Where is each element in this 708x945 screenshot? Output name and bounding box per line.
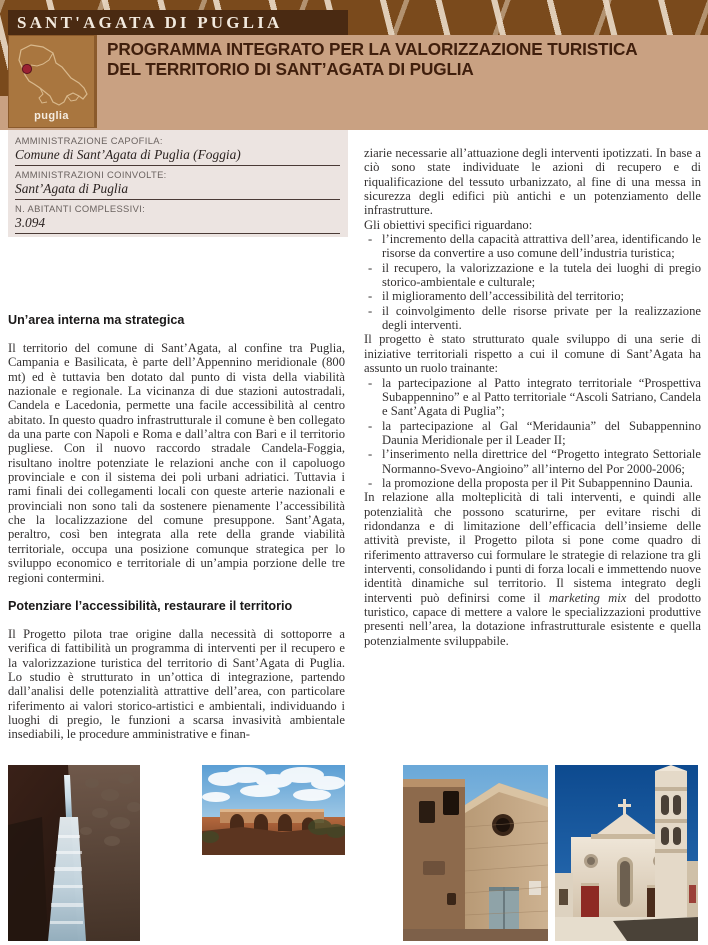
list-item: - la partecipazione al Gal “Meridaunia” del Subappennino Daunia Meridionale per il Leader II; (364, 419, 701, 448)
list-item: - la promozione della proposta per il Pit Subappennino Daunia. (364, 476, 701, 490)
info-row-involved-administrations (15, 165, 340, 199)
list-item: - il coinvolgimento delle risorse private per la realizzazione degli interventi. (364, 304, 701, 333)
puglia-map-badge (8, 35, 95, 128)
church-with-bell-tower-photo (555, 765, 698, 941)
section-heading-accessibility: Potenziare l’accessibilità, restaurare il territorio (8, 598, 293, 613)
list-item: - l’inserimento nella direttrice del “Progetto integrato Settoriale Normanno-Svevo-Angioino” all’interno del Por 2000-2006; (364, 447, 701, 476)
church-bell-tower-image (555, 765, 698, 941)
map-badge-label: puglia (34, 110, 69, 122)
info-label: AMMINISTRAZIONI COINVOLTE: (15, 169, 167, 180)
program-title-line-1: PROGRAMMA INTEGRATO PER LA VALORIZZAZIONE TURISTICA (107, 39, 638, 59)
paragraph-marketing-mix-conclusion (364, 490, 701, 648)
lead-in-territorial-initiatives: Il progetto è stato strutturato quale sviluppo di una serie di iniziative territoriali rispetto a cui il comune di Sant’Agata ha assunto un ruolo trainante: (364, 332, 701, 376)
program-title (107, 39, 704, 79)
historic-church-stone-facade-photo (403, 765, 548, 941)
info-row-total-inhabitants (15, 199, 340, 233)
info-value: Sant’Agata di Puglia (15, 181, 129, 196)
info-box-bottom-rule (15, 233, 340, 234)
aqueduct-bridge-image (202, 765, 345, 855)
list-item: - il miglioramento dell’accessibilità del territorio; (364, 289, 701, 303)
stone-aqueduct-bridge-photo (202, 765, 345, 855)
waterfall-gorge-image (8, 765, 140, 941)
banner-title-text: SANT'AGATA DI PUGLIA (17, 12, 283, 32)
paragraph-financial-procedures: ziarie necessarie all’attuazione degli interventi ipotizzati. In base a ciò sono state individuate le azioni di recupero e di riqualificazione del tessuto urbanizzato, al fine di una messa in sicurezza degli edifici più antichi e un potenziamento delle infrastrutture. (364, 146, 701, 218)
paragraph-territory-description: Il territorio del comune di Sant’Agata, al confine tra Puglia, Campania e Basilicata, è parte dell’Appennino meridionale (800 mt) ed è tuttavia ben dotato dal punto di vista della viabilità nazionale e regionale. La vicinanza di due stazioni autostradali, Candela e Lacedonia, permette una facile accessibilità al centro abitato. In questo quadro infrastrutturale il comune è ben collegato da una parte con Napoli e Roma e dall’altra con Bari e il territorio pugliese. Con il nuovo raccordo stradale Candela-Foggia, risultano inoltre potenziate le relazioni anche con il capoluogo provinciale e con il sistema dei poli urbani adriatici. Tuttavia i rami finali dei collegamenti locali con queste arterie nazionali e provinciali non sono tali da sostenere pienamente l’accessibilità che la localizzazione del comune presuppone. Sant’Agata, peraltro, così ben integrata alla rete della grande viabilità territoriale, occupa una posizione comunque strategica per lo sviluppo economico e territoriale di un’ampia porzione delle tre regioni contermini. (8, 341, 345, 585)
list-item: - l’incremento della capacità attrattiva dell’area, identificando le risorse da convertire a uso comune dell’industria turistica; (364, 232, 701, 261)
info-row-lead-administration (15, 135, 340, 165)
section-heading-strategic-area: Un’area interna ma strategica (8, 313, 185, 327)
stone-church-facade-image (403, 765, 548, 941)
waterfall-gorge-photo (8, 765, 140, 941)
info-value: 3.094 (15, 215, 46, 230)
lead-in-specific-objectives: Gli obiettivi specifici riguardano: (364, 217, 533, 232)
program-title-container (95, 35, 708, 128)
info-label: AMMINISTRAZIONE CAPOFILA: (15, 135, 163, 146)
page-header (0, 0, 708, 130)
list-item: - il recupero, la valorizzazione e la tutela dei luoghi di pregio storico-ambientale e culturale; (364, 261, 701, 290)
marketing-mix-emphasis: marketing mix (548, 590, 627, 605)
list-item: - la partecipazione al Patto integrato territoriale “Prospettiva Subappennino” e al Patto territoriale “Ascoli Satriano, Candela e Sant’Agata di Puglia”; (364, 376, 701, 419)
specific-objectives-list (364, 232, 701, 332)
program-title-line-2: DEL TERRITORIO DI SANT’AGATA DI PUGLIA (107, 59, 474, 79)
conclusion-text-part-a: In relazione alla molteplicità di tali interventi, e quindi alle potenzialità che possono scaturirne, per evitare rischi di ridondanza e di limitazione dell’efficacia dell’insieme delle attività previste, il Progetto pilota si pone come quadro di riferimento attraverso cui formulare le strategie di relazione tra gli interventi, consolidando i punti di forza locali e immettendo nuove identità dinamiche sul territorio. Il sistema integrato degli interventi può definirsi come il (364, 490, 701, 605)
right-text-column (364, 146, 701, 648)
left-text-column (8, 313, 345, 742)
conclusion-text-part-b: del prodotto turistico, capace di mettere a valore le specializzazioni produttive presenti nell’area, la dotazione infrastrutturale esistente e quella potenzialmente sviluppabile. (364, 590, 702, 648)
info-label: N. ABITANTI COMPLESSIVI: (15, 203, 146, 214)
paragraph-pilot-project-origin: Il Progetto pilota trae origine dalla necessità di sottoporre a verifica di fattibilità un programma di interventi per il recupero e la valorizzazione turistica del territorio di Sant’Agata di Puglia. Lo studio è strutturato in un’ottica di integrazione, partendo dall’analisi delle potenzialità attrattive dell’area, con particolare riferimento ai valori storico-artistici e ambientali, individuando i luoghi di pregio, le funzioni a scarsa invasività ambientale insediabili, le procedure amministrative e finan- (8, 626, 345, 742)
banner-title-bar (8, 10, 348, 35)
info-value: Comune di Sant’Agata di Puglia (Foggia) (15, 147, 241, 162)
administration-info-box (8, 130, 348, 237)
territorial-initiatives-list (364, 376, 701, 491)
